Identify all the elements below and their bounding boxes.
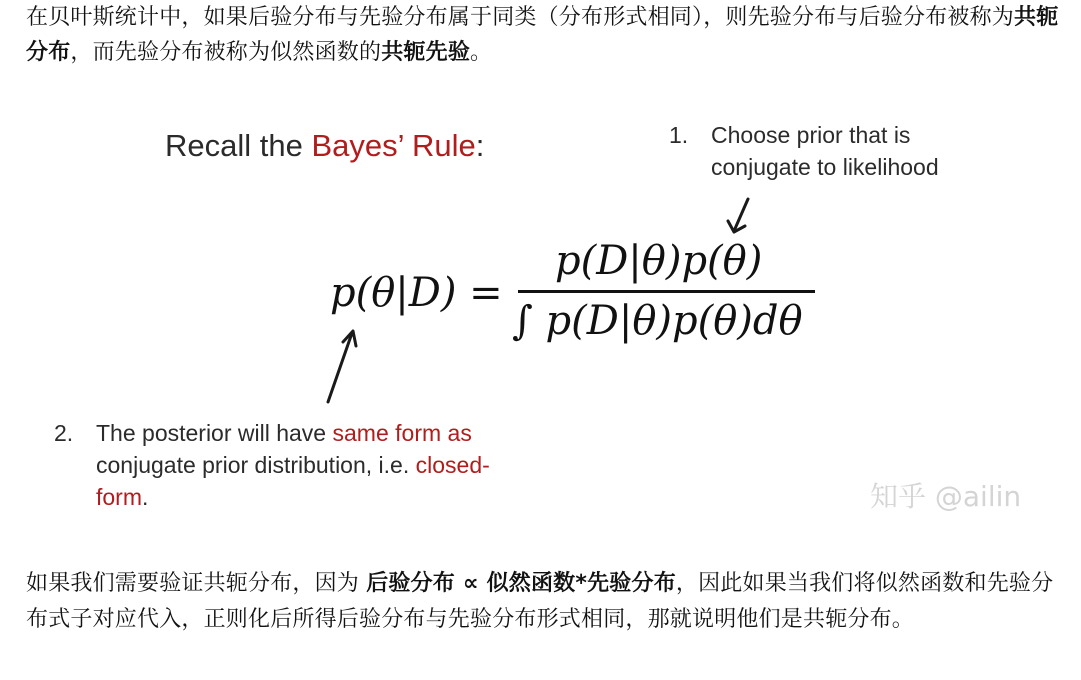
formula-numerator: p(D|θ)p(θ) — [555, 238, 763, 284]
note-1: 1. Choose prior that is conjugate to likelihood — [669, 122, 939, 180]
bayes-rule-slide-image — [0, 95, 1081, 535]
conclusion-paragraph: 如果我们需要验证共轭分布，因为 后验分布 ∝ 似然函数*先验分布，因此如果当我们将似然函数和先验分布式子对应代入，正则化后所得后验分布与先验分布形式相同，那就说明他们是共轭分布。 — [26, 571, 1054, 632]
arrow-icon-note1 — [720, 195, 760, 240]
slide-title: Recall the Bayes’ Rule: — [165, 128, 485, 163]
term-posterior-proportional: 后验分布 ∝ 似然函数*先验分布 — [366, 571, 676, 596]
formula-denominator: ∫ p(D|θ)p(θ)dθ — [512, 298, 803, 344]
term-conjugate-distribution: 共轭分布 — [26, 5, 1059, 65]
note-2: 2. The posterior will have same form as conjugate prior distribution, i.e. closed- form. — [54, 420, 490, 510]
zhihu-watermark: 知乎 @ailin — [870, 480, 1022, 513]
intro-paragraph: 在贝叶斯统计中，如果后验分布与先验分布属于同类（分布形式相同），则先验分布与后验分布被称为共轭分布，而先验分布被称为似然函数的共轭先验。 — [26, 5, 1059, 65]
fraction-bar — [518, 290, 815, 293]
arrow-icon-note2 — [318, 327, 363, 407]
term-conjugate-prior: 共轭先验 — [381, 40, 471, 65]
formula-lhs: p(θ|D) = — [330, 270, 503, 316]
